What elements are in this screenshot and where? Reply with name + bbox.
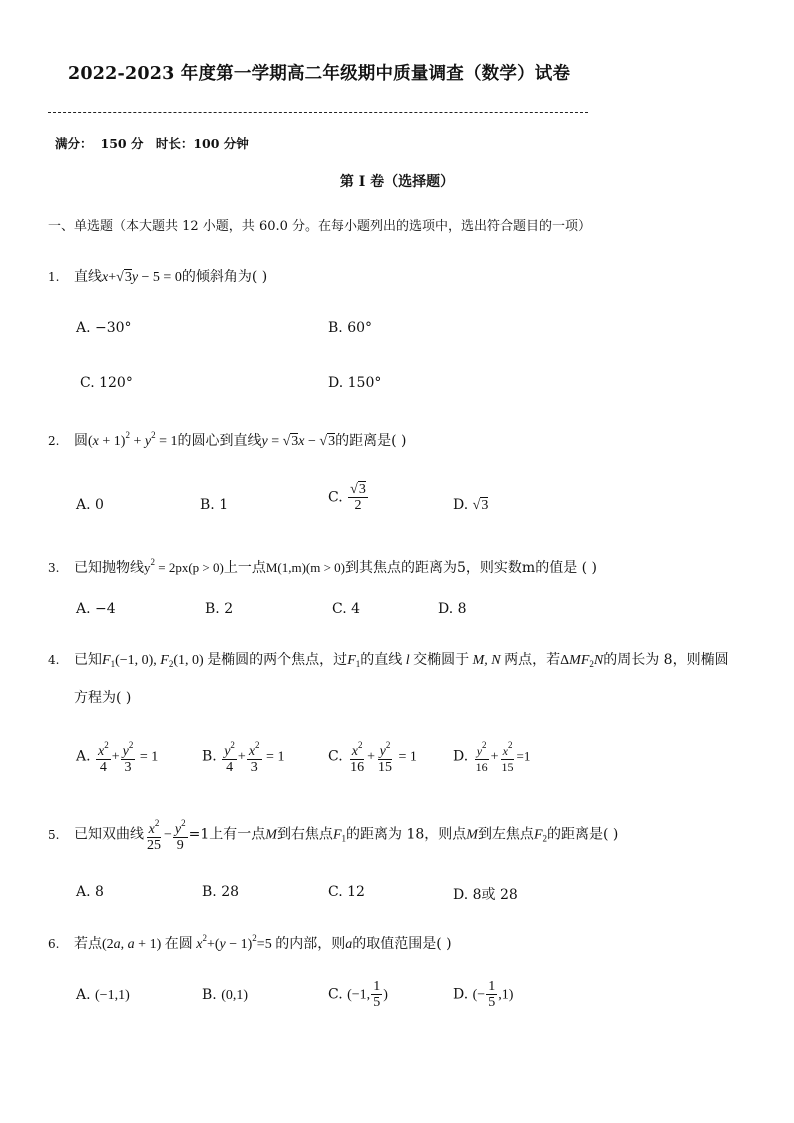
question-3: 3. 已知抛物线$y^2 = 2px(p > 0)$上一点M(1,m)(m > 0)到其焦点的距离为5，则实数m的值是 ( ) bbox=[48, 557, 598, 576]
score-value: 150 分 bbox=[100, 136, 144, 151]
option-c[interactable] bbox=[328, 482, 369, 513]
option-label: B. bbox=[202, 987, 217, 1003]
option-label: D. bbox=[453, 497, 469, 513]
option-c[interactable]: C. $\frac{x^2}{16}$ + $\frac{y^2}{15}$ = 1 bbox=[328, 740, 417, 775]
option-label: B. bbox=[202, 748, 217, 765]
option-d[interactable]: D. (− $\frac{1}{5}$ ,1) bbox=[453, 979, 514, 1010]
question-text: 到左焦点 bbox=[477, 826, 534, 843]
option-label: A. bbox=[76, 987, 91, 1003]
option-label: D. bbox=[453, 986, 469, 1003]
option-label: C. bbox=[328, 986, 343, 1003]
question-text: 的距离是( ) bbox=[547, 826, 619, 843]
option-label: A. bbox=[76, 748, 91, 765]
option-a[interactable]: A. −30° bbox=[76, 320, 132, 336]
question-number: 2. bbox=[48, 434, 60, 448]
question-4: 4. 已知$F_1(-1$, 0), $F_2(1$, 0) 是椭圆的两个焦点，过$F_1$的直线 l 交椭圆于 M, N 两点，若$\Delta MF_2N$的周长为 8，则椭圆 bbox=[48, 652, 729, 669]
volume-title: 第 I 卷（选择题） bbox=[339, 174, 455, 190]
question-text: 上一点 bbox=[223, 560, 266, 576]
question-text: 是椭圆的两个焦点，过 bbox=[207, 652, 348, 668]
question-text: 的距离是( ) bbox=[335, 433, 407, 449]
option-b[interactable]: B. 2 bbox=[205, 601, 234, 617]
option-a[interactable]: A. (−1,1) bbox=[76, 987, 130, 1003]
option-b[interactable]: B. $\frac{y^2}{4}$ + $\frac{x^2}{3}$ = 1 bbox=[202, 740, 285, 775]
question-number: 3. bbox=[48, 561, 60, 575]
score-label: 满分： bbox=[55, 136, 93, 151]
question-number: 4. bbox=[48, 653, 60, 667]
option-c[interactable]: C. 4 bbox=[332, 601, 361, 617]
question-text: 若点 bbox=[74, 936, 102, 952]
question-text: 的倾斜角为( ) bbox=[181, 269, 268, 285]
option-a[interactable]: A. 8 bbox=[76, 884, 104, 900]
sqrt-expression: √3 bbox=[116, 270, 132, 285]
question-number: 1. bbox=[48, 270, 60, 284]
option-d[interactable]: D. √3 bbox=[453, 497, 489, 513]
question-text: 的内部，则 bbox=[275, 936, 346, 952]
title-divider bbox=[48, 112, 588, 113]
question-5: 5. 已知双曲线 $\frac{x^2}{25}$ − $\frac{y^2}{9}$ =1上有一点M到右焦点$F_1$的距离为 18，则点M到左焦点$F_2$的距离是( ) bbox=[48, 818, 619, 853]
question-2: 2. 圆$(x + 1)^2 + y^2 = 1$的圆心到直线y = √3x − √3的距离是( ) bbox=[48, 430, 407, 449]
option-c[interactable]: C. 12 bbox=[328, 884, 365, 900]
math-expression: x bbox=[102, 270, 109, 285]
option-a[interactable]: A. −4 bbox=[76, 601, 116, 617]
question-text: 的距离为 18，则点 bbox=[346, 826, 467, 843]
question-text: 到右焦点 bbox=[276, 826, 333, 843]
time-label: 时长： bbox=[155, 136, 194, 151]
question-text: 的周长为 8，则椭圆 bbox=[603, 652, 729, 668]
time-value: 100 分钟 bbox=[193, 136, 249, 151]
option-d[interactable]: D. 8 bbox=[438, 601, 467, 617]
option-a[interactable]: A. $\frac{x^2}{4}$ + $\frac{y^2}{3}$ = 1 bbox=[76, 740, 159, 775]
option-label: C. bbox=[328, 489, 343, 506]
question-number: 6. bbox=[48, 937, 60, 951]
question-number: 5. bbox=[48, 827, 60, 842]
question-text: 已知抛物线 bbox=[74, 560, 144, 576]
option-b[interactable]: B. (0,1) bbox=[202, 987, 249, 1003]
question-text: 直线 bbox=[74, 269, 102, 285]
exam-title: 2022-2023 年度第一学期高二年级期中质量调查（数学）试卷 bbox=[68, 64, 571, 84]
option-a[interactable]: A. 0 bbox=[76, 497, 104, 513]
option-label: D. bbox=[453, 748, 469, 765]
option-label: C. bbox=[328, 748, 343, 765]
question-text: 已知双曲线 bbox=[74, 826, 144, 843]
question-4-line2: 方程为( ) bbox=[74, 690, 132, 706]
option-d[interactable]: D. $\frac{y^2}{16}$ + $\frac{x^2}{15}$ =1 bbox=[453, 740, 531, 774]
question-text: 的取值范围是( ) bbox=[352, 936, 452, 952]
question-text: 两点，若 bbox=[504, 652, 561, 668]
fraction: $\frac{√3}{2}$ bbox=[350, 482, 366, 513]
question-6: 6. 若点(2a, a + 1) 在圆 $x^2+(y - 1)^2=5$ 的内部，则a的取值范围是( ) bbox=[48, 933, 452, 952]
exam-meta bbox=[55, 134, 257, 152]
option-d[interactable]: D. 8或 28 bbox=[453, 887, 518, 903]
question-text: 圆 bbox=[74, 433, 88, 449]
question-text: 已知 bbox=[74, 652, 102, 668]
question-text: 的圆心到直线 bbox=[177, 433, 262, 449]
question-text: =1上有一点 bbox=[188, 826, 266, 843]
question-1: 1. 直线x+√3y − 5 = 0的倾斜角为( ) bbox=[48, 269, 268, 285]
option-d[interactable]: D. 150° bbox=[328, 375, 382, 391]
section-title: 一、单选题（本大题共 12 小题，共 60.0 分。在每小题列出的选项中，选出符合题目的一项） bbox=[48, 219, 592, 234]
question-text: 的直线 bbox=[360, 652, 403, 668]
question-text: 到其焦点的距离为5，则实数m的值是 ( ) bbox=[345, 560, 598, 576]
option-b[interactable]: B. 1 bbox=[200, 497, 229, 513]
question-text: 在圆 bbox=[164, 936, 193, 952]
option-b[interactable]: B. 28 bbox=[202, 884, 240, 900]
question-text: 交椭圆于 bbox=[413, 652, 470, 668]
option-c[interactable]: C. 120° bbox=[80, 375, 133, 391]
option-b[interactable]: B. 60° bbox=[328, 320, 373, 336]
option-c[interactable]: C. (−1, $\frac{1}{5}$ ) bbox=[328, 979, 388, 1010]
